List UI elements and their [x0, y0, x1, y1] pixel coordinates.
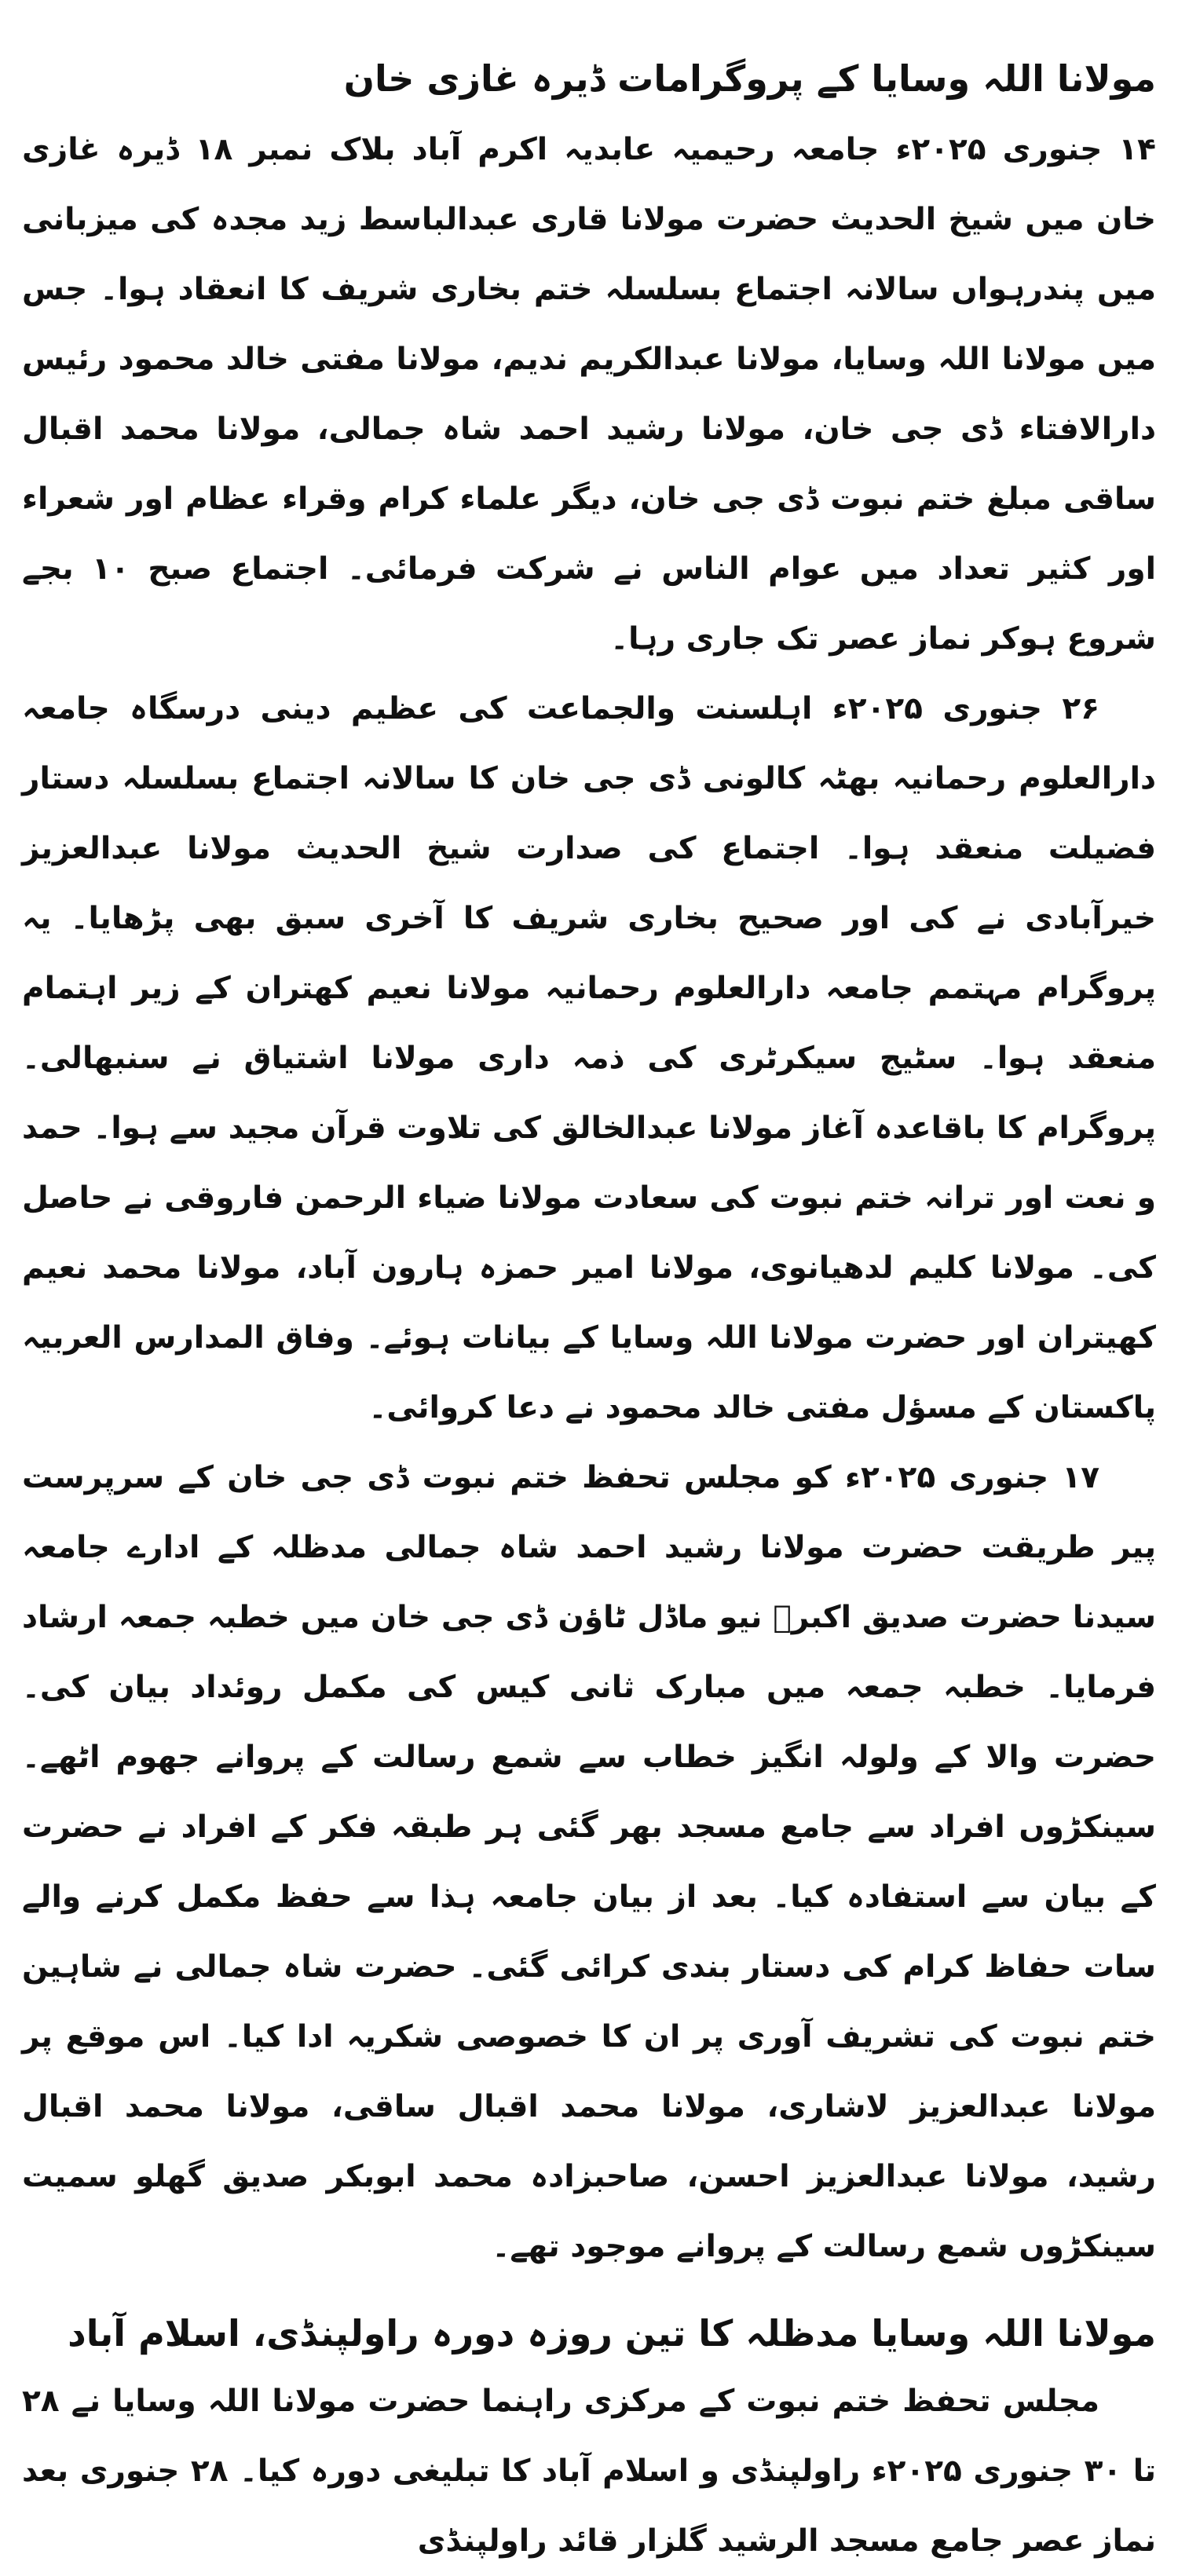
article-paragraph: ۱۴ جنوری ۲۰۲۵ء جامعہ رحیمیہ عابدیہ اکرم آباد بلاک نمبر ۱۸ ڈیرہ غازی خان میں شیخ الحدیث حضرت مولانا قاری عبدالباسط زید مجدہ کی میزبانی میں پندرہواں سالانہ اجتماع بسلسلہ ختم بخاری شریف کا انعقاد ہوا۔ جس میں مولانا اللہ وسایا، مولانا عبدالکریم ندیم، مولانا مفتی خالد محمود رئیس دارالافتاء ڈی جی خان، مولانا رشید احمد شاہ جمالی، مولانا محمد اقبال ساقی مبلغ ختم نبوت ڈی جی خان، دیگر علماء کرام وقراء عظام اور شعراء اور کثیر تعداد میں عوام الناس نے شرکت فرمائی۔ اجتماع صبح ۱۰ بجے شروع ہوکر نماز عصر تک جاری رہا۔: [22, 132, 1156, 657]
article-title: مولانا اللہ وسایا کے پروگرامات ڈیرہ غازی خان: [343, 57, 1156, 100]
article-paragraph: مجلس تحفظ ختم نبوت کے مرکزی راہنما حضرت مولانا اللہ وسایا نے ۲۸ تا ۳۰ جنوری ۲۰۲۵ء راولپنڈی و اسلام آباد کا تبلیغی دورہ کیا۔ ۲۸ جنوری بعد نماز عصر جامع مسجد الرشید گلزار قائد راولپنڈی: [22, 2384, 1156, 2559]
article-paragraph: ۲۶ جنوری ۲۰۲۵ء اہلسنت والجماعت کی عظیم دینی درسگاہ جامعہ دارالعلوم رحمانیہ بھٹہ کالونی ڈی جی خان کا سالانہ اجتماع بسلسلہ دستار فضیلت منعقد ہوا۔ اجتماع کی صدارت شیخ الحدیث مولانا عبدالعزیز خیرآبادی نے کی اور صحیح بخاری شریف کا آخری سبق بھی پڑھایا۔ یہ پروگرام مہتمم جامعہ دارالعلوم رحمانیہ مولانا نعیم کھتران کے زیر اہتمام منعقد ہوا۔ سٹیج سیکرٹری کی ذمہ داری مولانا اشتیاق نے سنبھالی۔ پروگرام کا باقاعدہ آغاز مولانا عبدالخالق کی تلاوت قرآن مجید سے ہوا۔ حمد و نعت اور ترانہ ختم نبوت کی سعادت مولانا ضیاء الرحمن فاروقی نے حاصل کی۔ مولانا کلیم لدھیانوی، مولانا امیر حمزہ ہارون آباد، مولانا محمد نعیم کھیتران اور حضرت مولانا اللہ وسایا کے بیانات ہوئے۔ وفاق المدارس العربیہ پاکستان کے مسؤل مفتی خالد محمود نے دعا کروائی۔: [22, 691, 1156, 1425]
article-paragraph: ۱۷ جنوری ۲۰۲۵ء کو مجلس تحفظ ختم نبوت ڈی جی خان کے سرپرست پیر طریقت حضرت مولانا رشید احمد شاہ جمالی مدظلہ کے ادارے جامعہ سیدنا حضرت صدیق اکبرؓ نیو ماڈل ٹاؤن ڈی جی خان میں خطبہ جمعہ ارشاد فرمایا۔ خطبہ جمعہ میں مبارک ثانی کیس کی مکمل روئداد بیان کی۔ حضرت والا کے ولولہ انگیز خطاب سے شمع رسالت کے پروانے جھوم اٹھے۔ سینکڑوں افراد سے جامع مسجد بھر گئی ہر طبقہ فکر کے افراد نے حضرت کے بیان سے استفادہ کیا۔ بعد از بیان جامعہ ہذا سے حفظ مکمل کرنے والے سات حفاظ کرام کی دستار بندی کرائی گئی۔ حضرت شاہ جمالی نے شاہین ختم نبوت کی تشریف آوری پر ان کا خصوصی شکریہ ادا کیا۔ اس موقع پر مولانا عبدالعزیز لاشاری، مولانا محمد اقبال ساقی، مولانا محمد اقبال رشید، مولانا عبدالعزیز احسن، صاحبزادہ محمد ابوبکر صدیق گھلو سمیت سینکڑوں شمع رسالت کے پروانے موجود تھے۔: [22, 1460, 1156, 2264]
article-title: مولانا اللہ وسایا مدظلہ کا تین روزہ دورہ راولپنڈی، اسلام آباد: [68, 2312, 1156, 2355]
